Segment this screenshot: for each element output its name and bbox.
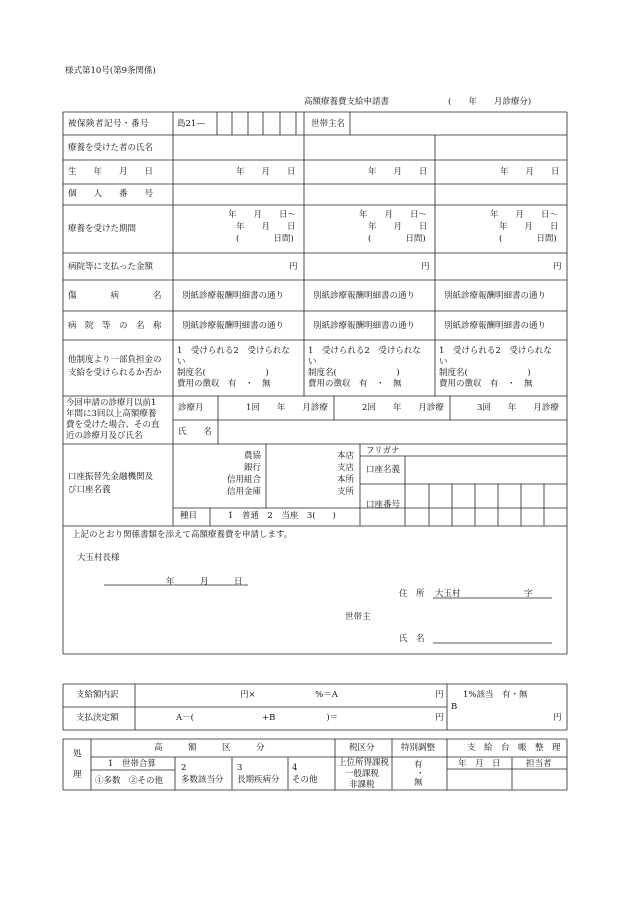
receive-3-line2: い [439,357,448,367]
receive-2-system: 制度名( ) [308,368,400,378]
period-header: ( 年 月診療分) [448,97,532,107]
hospital-cell-3: 別紙診療報酬明細書の通り [444,321,547,331]
tax-exempt: 非課税 [349,780,375,790]
receive-2-line2: い [308,357,317,367]
prior-label-1: 今回申請の診療月以前1 [66,398,157,408]
sign-name-input[interactable] [433,629,552,643]
personal-number-input-1[interactable] [174,185,303,204]
ledger-date: 年 月 日 [458,759,501,769]
other-system-label-1: 他制度より一部負担金の [68,355,162,365]
prior-time-3: 3回 年 月診療 [477,403,559,413]
bank-type-shinkin: 信用金庫 [227,487,262,497]
hospital-cell-2: 別紙診療報酬明細書の通り [313,321,416,331]
receive-1-line2: い [177,357,186,367]
prior-time-1: 1回 年 月診療 [246,403,328,413]
prior-name-label: 氏 名 [178,427,213,437]
address-label: 住 所 [399,589,425,599]
hospital-label: 病 院 等 の 名 称 [68,321,162,331]
breakdown-yen: 円 [435,690,444,700]
period-3-from: 年 月 日～ [490,210,559,220]
form-number: 様式第10号(第9条関係) [65,66,156,76]
personal-number-input-2[interactable] [305,185,434,204]
category-3-a: 3 [237,763,243,773]
decided-yen: 円 [435,713,444,723]
receive-3-system: 制度名( ) [439,368,531,378]
addressee: 大玉村長様 [77,553,120,563]
prior-label-4: 近の診療月及び氏名 [66,431,143,441]
birth-date-2: 年 月 日 [368,167,428,177]
prior-name-input[interactable] [219,421,566,443]
prior-month-label: 診療月 [178,403,204,413]
furigana-label: フリガナ [366,446,400,456]
insured-prefix: 島21― [177,119,205,129]
patient-name-input-1[interactable] [174,136,303,159]
disease-cell-2: 別紙診療報酬明細書の通り [313,291,416,301]
category-4-b: その他 [292,775,318,785]
period-1-to: 年 月 日 [236,222,296,232]
patient-name-input-3[interactable] [436,136,566,159]
category-4-a: 4 [292,763,298,773]
bank-type-bank: 銀行 [244,463,262,473]
decided-label: 支払決定額 [76,713,119,723]
personal-number-label: 個 人 番 号 [68,189,154,199]
account-number-label: 口座番号 [366,500,401,510]
account-name-label: 口座名義 [366,465,401,475]
period-3-to: 年 月 日 [499,222,559,232]
address-village: 大玉村 [435,589,461,599]
receive-3-line1: 1 受けられる2 受けられな [439,346,552,356]
paid-amount-label: 病院等に支払った金額 [68,262,154,272]
householder-input[interactable] [351,113,566,134]
bank-label-1: 口座振替先金融機関及 [68,472,154,482]
decided-formula: A－( +B )＝ [176,713,339,723]
ledger-header: 支 給 台 帳 整 理 [467,743,561,753]
tax-category-header: 税区分 [349,743,375,753]
prior-time-2: 2回 年 月診療 [362,403,444,413]
bank-type-nokyo: 農協 [244,451,262,461]
sign-name-label: 氏 名 [399,634,425,644]
account-number-input[interactable] [406,485,566,525]
tax-general: 一般課税 [345,769,380,779]
hospital-cell-1: 別紙診療報酬明細書の通り [182,321,285,331]
form-title: 高額療養費支給申請書 [304,97,390,107]
breakdown-label: 支給額内訳 [76,690,119,700]
process-label-1: 処 [73,749,82,759]
disease-label: 傷 病 名 [68,291,162,301]
category-3-b: 長期疾病分 [237,775,280,785]
birth-label: 生 年 月 日 [68,167,154,177]
period-2-from: 年 月 日～ [359,210,428,220]
treatment-period-label: 療養を受けた期間 [68,224,137,234]
declaration: 上記のとおり関係書類を添えて高額療養費を申請します。 [72,530,293,540]
special-yes: 有 [414,760,423,770]
insured-label: 被保険者記号・番号 [68,119,150,129]
b-yen: 円 [553,713,562,723]
bank-label-2: び口座名義 [68,485,111,495]
receive-1-cost: 費用の徴収 有 ・ 無 [177,379,271,389]
branch-type-sub-office: 支所 [337,487,355,497]
other-system-label-2: 支給を受けられるか否か [68,368,162,378]
period-2-to: 年 月 日 [368,222,428,232]
period-1-from: 年 月 日～ [228,210,297,220]
category-2-b: 多数該当分 [181,775,224,785]
householder-label: 世帯主名 [311,119,346,129]
breakdown-formula: 円× %＝A [240,690,338,700]
receive-1-system: 制度名( ) [177,368,269,378]
category-1-a: 1 世帯合算 [108,759,156,769]
branch-type-main-office: 本所 [337,475,355,485]
address-aza: 字 [524,589,533,599]
category-1-b: ①多数 ②その他 [95,776,164,786]
period-1-days: ( 日間) [236,234,294,244]
receive-2-cost: 費用の徴収 有 ・ 無 [308,379,402,389]
address-input[interactable] [433,584,552,598]
period-2-days: ( 日間) [368,234,426,244]
account-kind-options: 1 普通 2 当座 3( ) [228,511,336,521]
receive-1-line1: 1 受けられる2 受けられな [177,346,290,356]
paid-yen-1: 円 [289,262,298,272]
account-name-input[interactable] [406,457,566,483]
disease-cell-3: 別紙診療報酬明細書の通り [444,291,547,301]
receive-3-cost: 費用の徴収 有 ・ 無 [439,379,533,389]
process-label-2: 理 [73,770,82,780]
period-3-days: ( 日間) [499,234,557,244]
one-percent-flag: 1%該当 有・無 [463,690,528,700]
birth-date-1: 年 月 日 [236,167,296,177]
prior-label-2: 年間に3回以上高額療養 [66,409,157,419]
householder-sign-label: 世帯主 [345,612,371,622]
prior-label-3: 費を受けた場合、その直 [66,420,160,430]
category-2-a: 2 [181,763,187,773]
birth-date-3: 年 月 日 [500,167,560,177]
special-header: 特別調整 [401,743,436,753]
furigana-input[interactable] [406,445,566,455]
insured-number-input[interactable] [217,113,296,134]
application-date: 年 月 日 [166,577,243,587]
account-kind-label: 種目 [180,511,198,521]
receive-2-line1: 1 受けられる2 受けられな [308,346,421,356]
personal-number-input-3[interactable] [436,185,566,204]
patient-name-label: 療養を受けた者の氏名 [68,143,154,153]
special-no: 無 [414,778,423,788]
patient-name-input-2[interactable] [305,136,434,159]
ledger-person: 担当者 [526,759,552,769]
tax-high-income: 上位所得課税 [338,758,390,768]
paid-yen-2: 円 [421,262,430,272]
b-label: B [451,702,458,712]
bank-type-credit-union: 信用組合 [227,475,262,485]
disease-cell-1: 別紙診療報酬明細書の通り [182,291,285,301]
paid-yen-3: 円 [553,262,562,272]
branch-type-head: 本店 [337,451,355,461]
branch-type-branch: 支店 [337,463,355,473]
high-category-header: 高 額 区 分 [154,743,265,753]
special-dot: ・ [416,769,425,779]
